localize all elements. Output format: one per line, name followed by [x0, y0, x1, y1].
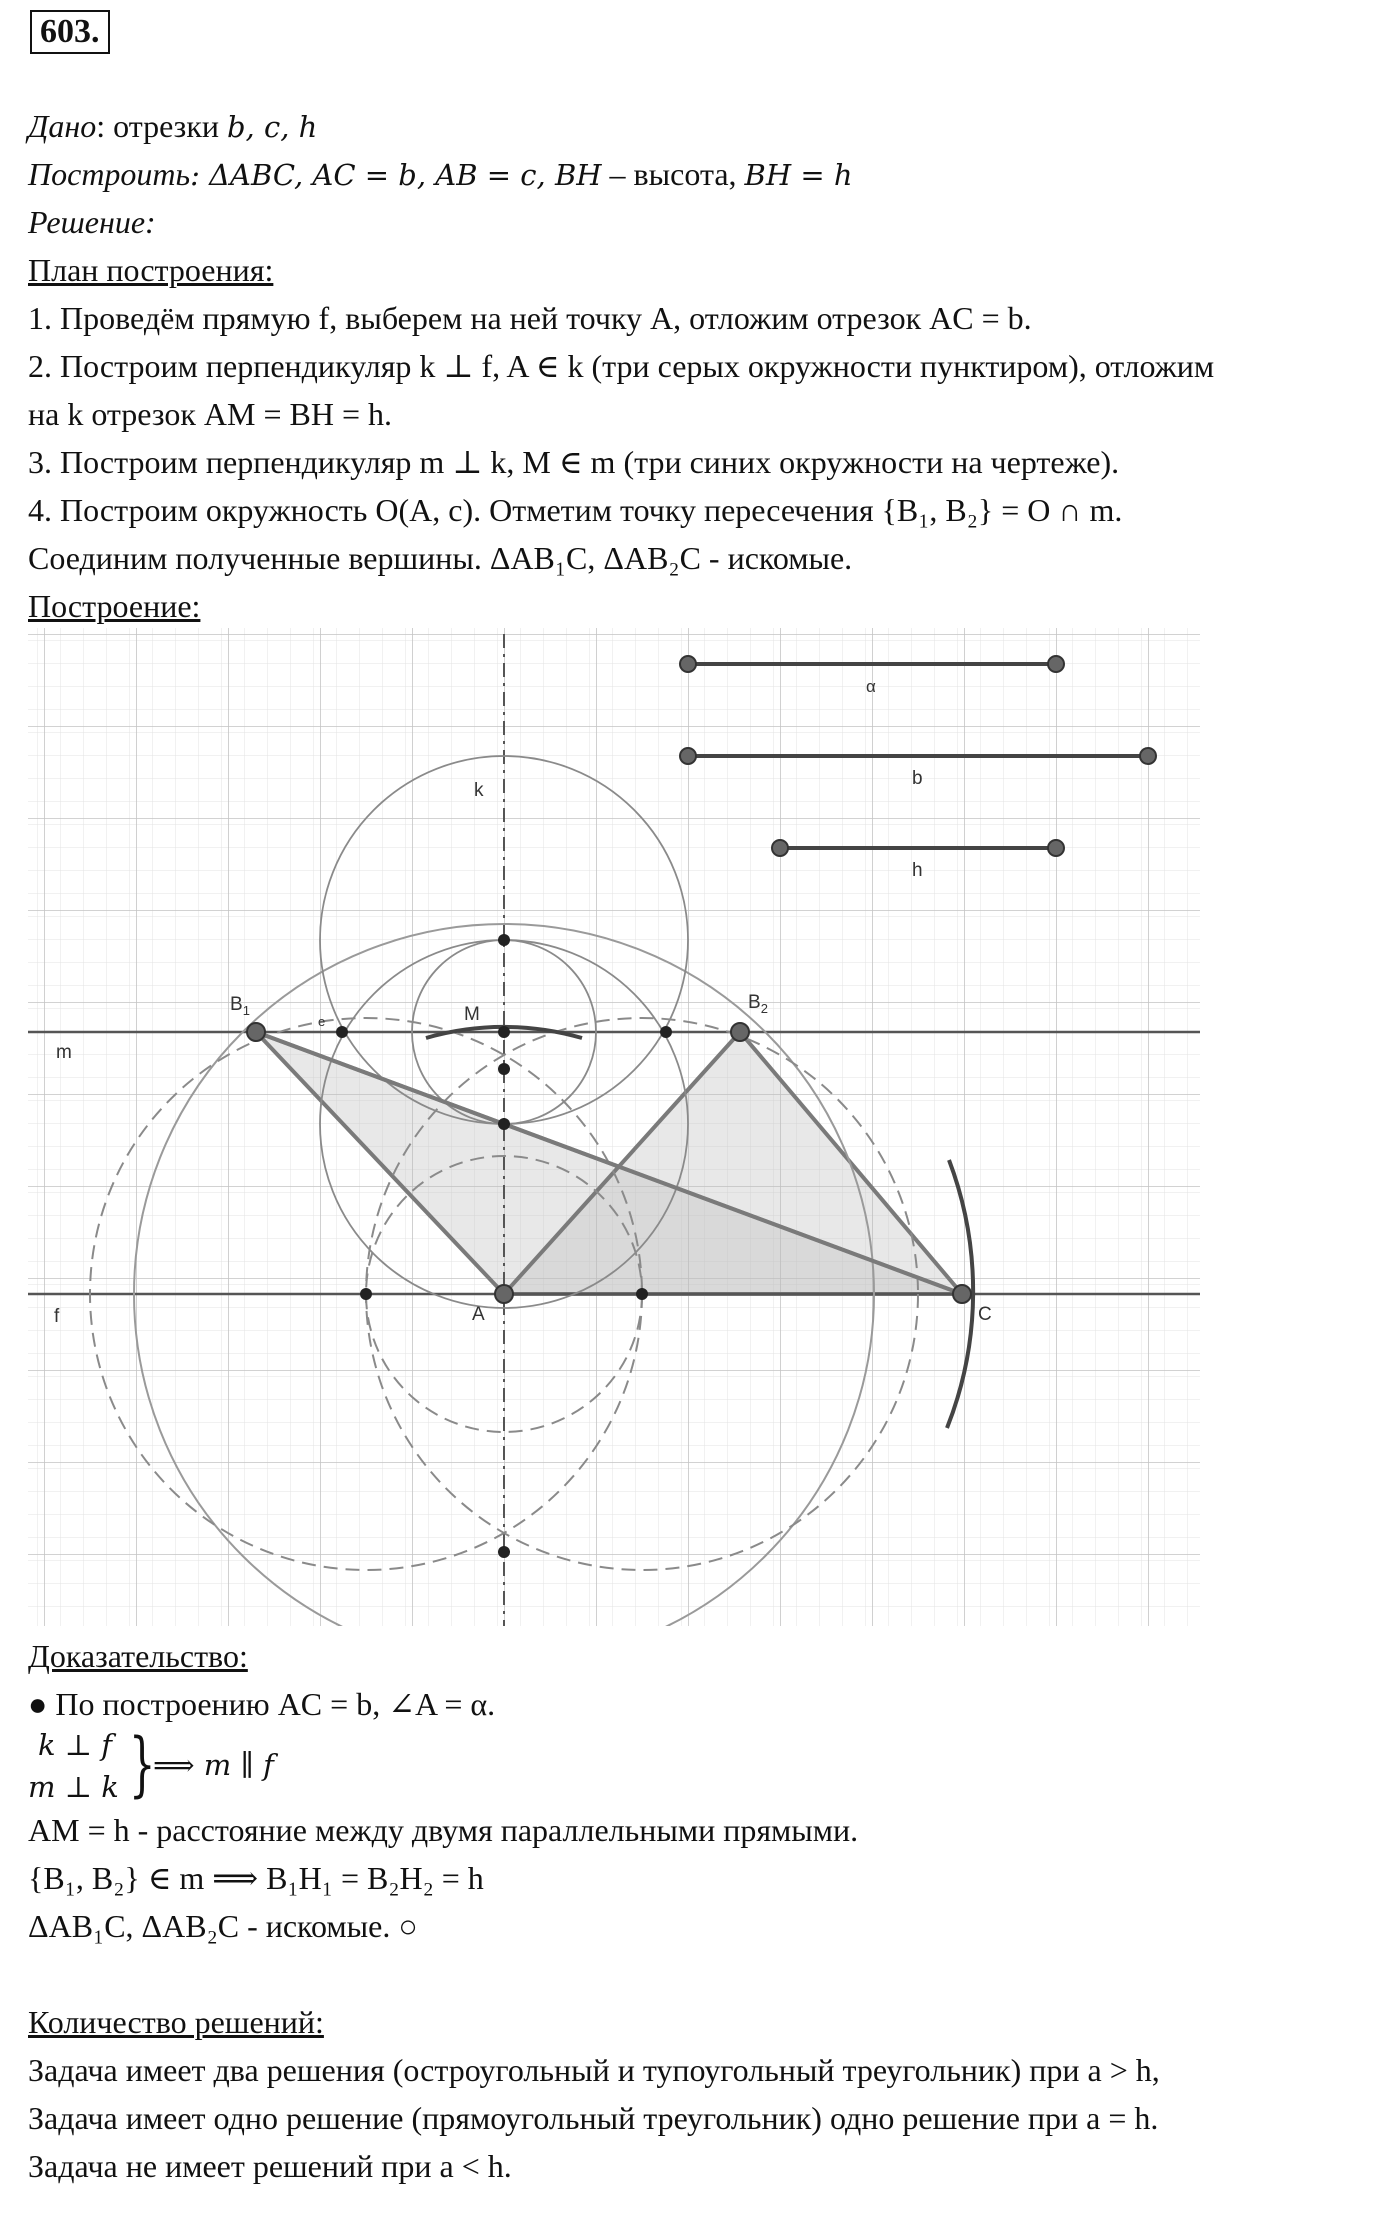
point-b1 [247, 1023, 265, 1041]
problem-number: 603. [30, 10, 110, 54]
label-a: A [472, 1304, 485, 1325]
label-k: k [474, 780, 484, 801]
point-c [953, 1285, 971, 1303]
solution-label: Решение: [28, 204, 156, 240]
label-h: h [912, 860, 923, 881]
point-b-start [680, 748, 696, 764]
label-point-m: M [464, 1004, 480, 1025]
point-f-right [636, 1288, 648, 1300]
point-a [495, 1285, 513, 1303]
label-e: e [318, 1014, 326, 1029]
plan-step-2-cont: на k отрезок AM = BH = h. [28, 396, 392, 432]
plan-step-1: 1. Проведём прямую f, выберем на ней точку A, отложим отрезок AC = b. [28, 300, 1032, 336]
point-k-2 [498, 1063, 510, 1075]
point-f-left [360, 1288, 372, 1300]
point-b-end [1140, 748, 1156, 764]
point-b2 [731, 1023, 749, 1041]
construct-math-2: BH = h [744, 158, 853, 192]
given-text: : отрезки [96, 108, 227, 144]
plan-step-4-cont: Соединим полученные вершины. ΔAB₁C, ΔAB₂C - искомые. [28, 540, 853, 576]
plan-step-3: 3. Построим перпендикуляр m ⊥ k, M ∈ m (три синих окружности на чертеже). [28, 444, 1120, 480]
plan-step-2: 2. Построим перпендикуляр k ⊥ f, A ∈ k (три серых окружности пунктиром), отложим [28, 348, 1215, 384]
point-k-3 [498, 1118, 510, 1130]
given-label: Дано [28, 108, 97, 144]
label-f: f [54, 1306, 60, 1327]
count-title: Количество решений: [28, 2004, 324, 2040]
point-m [498, 1026, 510, 1038]
plan-step-4: 4. Построим окружность O(A, c). Отметим точку пересечения {B₁, B₂} = O ∩ m. [28, 492, 1123, 528]
label-m: m [56, 1042, 72, 1063]
given-line [28, 106, 317, 147]
construct-line [28, 154, 853, 195]
brace-result: ⟹ m ∥ f [153, 1748, 274, 1782]
construction-figure [28, 628, 1200, 1626]
count-line-3: Задача не имеет решений при a < h. [28, 2148, 512, 2184]
count-line-2: Задача имеет одно решение (прямоугольный треугольник) одно решение при a = h. [28, 2100, 1159, 2136]
proof-line-3: AM = h - расстояние между двумя параллельными прямыми. [28, 1812, 859, 1848]
point-alpha-start [680, 656, 696, 672]
proof-line-4: {B₁, B₂} ∈ m ⟹ B₁H₁ = B₂H₂ = h [28, 1860, 484, 1896]
point-e [336, 1026, 348, 1038]
construction-title: Построение: [28, 588, 201, 624]
point-k-bottom [498, 1546, 510, 1558]
given-math: b, c, h [226, 110, 318, 144]
proof-title: Доказательство: [28, 1638, 248, 1674]
brace-implication [28, 1723, 428, 1818]
label-alpha: α [866, 677, 876, 696]
brace-line-2: m ⊥ k [28, 1770, 119, 1804]
proof-line-1: ● По построению AC = b, ∠A = α. [28, 1686, 496, 1722]
brace-symbol: } [128, 1723, 156, 1805]
label-c: C [978, 1304, 992, 1325]
construct-math-1: : ΔABC, AC = b, AB = c, BH [190, 158, 602, 192]
proof-line-5: ΔAB₁C, ΔAB₂C - искомые. ○ [28, 1908, 418, 1944]
brace-line-1: k ⊥ f [38, 1728, 113, 1762]
point-top-k [498, 934, 510, 946]
label-b1: $B_1$ [230, 994, 250, 1018]
point-m-right [660, 1026, 672, 1038]
label-b2: $B_2$ [748, 992, 768, 1016]
label-b: b [912, 768, 923, 789]
point-h-end [1048, 840, 1064, 856]
count-line-1: Задача имеет два решения (остроугольный и тупоугольный треугольник) при a > h, [28, 2052, 1160, 2088]
construct-text: – высота, [601, 156, 745, 192]
point-h-start [772, 840, 788, 856]
point-alpha-end [1048, 656, 1064, 672]
plan-title: План построения: [28, 252, 274, 288]
construct-label: Построить [28, 156, 191, 192]
grid [28, 628, 1200, 1626]
